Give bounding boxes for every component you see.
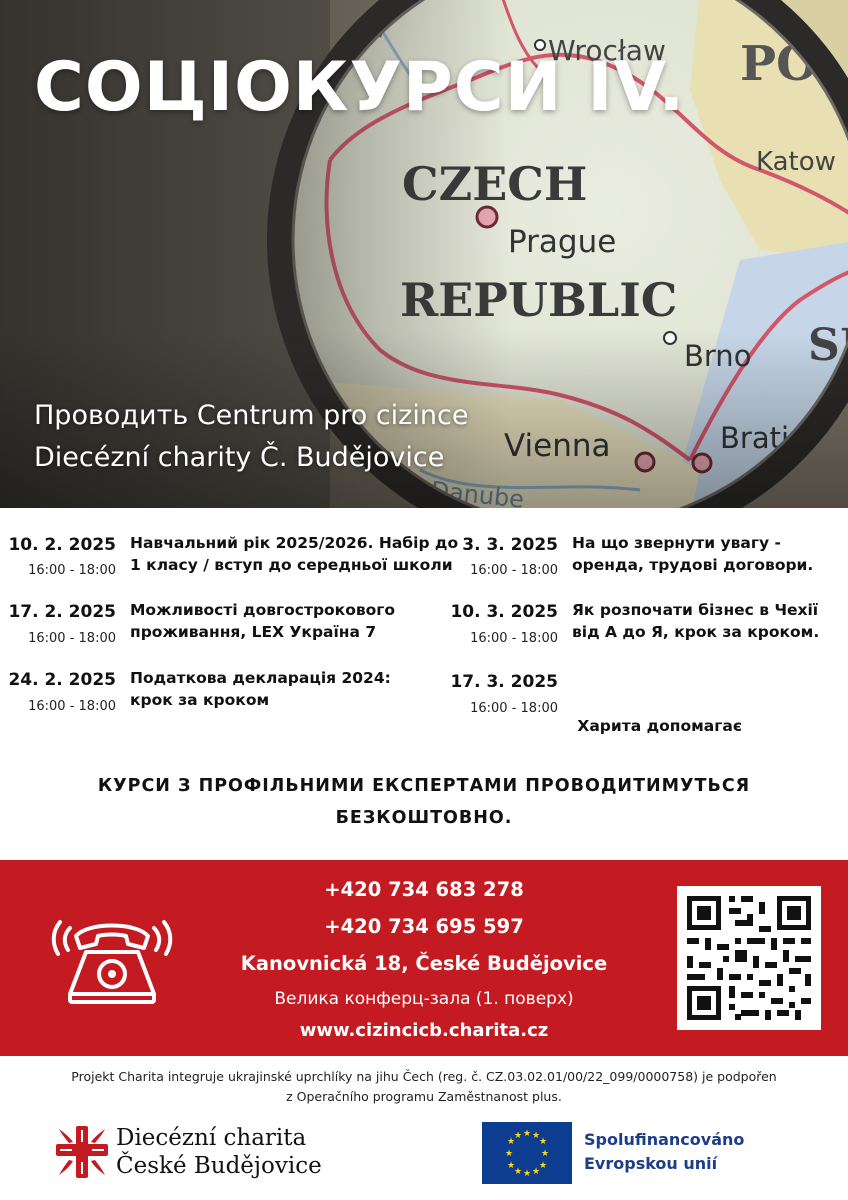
eu-flag-icon <box>482 1122 572 1184</box>
topic-line: Можливості довгострокового <box>130 601 396 619</box>
topic-line: проживання, LEX Україна 7 <box>130 623 377 641</box>
svg-text:★: ★ <box>531 1167 541 1177</box>
course-topic <box>130 599 395 643</box>
topic-line: крок за кроком <box>130 691 270 709</box>
free-courses-notice <box>0 770 848 834</box>
course-date: 10. 2. 2025 <box>8 535 116 555</box>
notice-line: БЕЗКОШТОВНО. <box>335 808 513 828</box>
course-topic <box>572 599 819 643</box>
phone-number-1[interactable]: +420 734 683 278 <box>324 878 524 901</box>
funding-line: Projekt Charita integruje ukrajinské uprchlíky na jihu Čech (reg. č. CZ.03.02.01/00/22_099/0000758) je podpořen <box>71 1069 777 1084</box>
svg-text:★: ★ <box>506 1161 516 1171</box>
course-topic <box>572 532 813 576</box>
topic-line: 1 класу / вступ до середньої школи <box>130 556 453 574</box>
subtitle-line: Diecézní charity Č. Budějovice <box>34 442 445 473</box>
course-time: 16:00 - 18:00 <box>470 563 558 578</box>
topic-line: оренда, трудові договори. <box>572 556 814 574</box>
charita-cross-logo <box>56 1126 108 1178</box>
course-time: 16:00 - 18:00 <box>28 631 116 646</box>
eu-line: Evropskou unií <box>584 1154 718 1173</box>
svg-text:★: ★ <box>538 1161 548 1171</box>
svg-text:★: ★ <box>538 1137 548 1147</box>
course-time: 16:00 - 18:00 <box>470 631 558 646</box>
funding-statement <box>0 1067 848 1107</box>
svg-text:★: ★ <box>522 1129 532 1139</box>
course-date: 3. 3. 2025 <box>462 535 558 555</box>
qr-code[interactable] <box>677 886 821 1030</box>
course-time: 16:00 - 18:00 <box>28 699 116 714</box>
charita-line: České Budějovice <box>116 1153 322 1179</box>
svg-text:★: ★ <box>513 1167 523 1177</box>
topic-line: від А до Я, крок за кроком. <box>572 623 820 641</box>
course-date: 17. 3. 2025 <box>450 672 558 692</box>
svg-text:★: ★ <box>522 1169 532 1179</box>
course-time: 16:00 - 18:00 <box>470 701 558 716</box>
charita-line: Diecézní charita <box>116 1125 307 1151</box>
notice-line: КУРСИ З ПРОФІЛЬНИМИ ЕКСПЕРТАМИ ПРОВОДИТИМУТЬСЯ <box>97 776 751 796</box>
phone-number-2[interactable]: +420 734 695 597 <box>324 915 524 938</box>
topic-line: Харита допомагає <box>572 717 743 735</box>
course-date: 24. 2. 2025 <box>8 670 116 690</box>
website-link[interactable]: www.cizincicb.charita.cz <box>299 1020 549 1041</box>
charita-logo-text <box>116 1124 322 1180</box>
svg-text:★: ★ <box>506 1137 516 1147</box>
eu-stars <box>482 1122 572 1184</box>
eu-line: Spolufinancováno <box>584 1130 745 1149</box>
topic-line: Податкова декларація 2024: <box>130 669 391 687</box>
course-topic <box>572 671 742 781</box>
address: Kanovnická 18, České Budějovice <box>240 952 608 975</box>
page-title: СОЦІОКУРСИ IV. <box>34 48 686 127</box>
eu-cofunding-text <box>584 1128 744 1176</box>
course-date: 10. 3. 2025 <box>450 602 558 622</box>
svg-text:★: ★ <box>504 1149 514 1159</box>
hero-banner <box>0 0 848 508</box>
topic-line: Навчальний рік 2025/2026. Набір до <box>130 534 459 552</box>
course-date: 17. 2. 2025 <box>8 602 116 622</box>
subtitle-line: Проводить Centrum pro cizince <box>34 400 469 431</box>
organizer-subtitle <box>34 395 468 479</box>
course-topic <box>130 667 391 711</box>
svg-text:★: ★ <box>540 1149 550 1159</box>
qr-code-graphic <box>677 886 821 1030</box>
topic-line: Як розпочати бізнес в Чехії <box>572 601 819 619</box>
funding-line: z Operačního programu Zaměstnanost plus. <box>286 1089 562 1104</box>
venue-room: Велика конферц-зала (1. поверх) <box>274 989 574 1009</box>
telephone-icon <box>48 914 178 1009</box>
topic-line: На що звернути увагу - <box>572 534 781 552</box>
course-topic <box>130 532 458 576</box>
course-time: 16:00 - 18:00 <box>28 563 116 578</box>
svg-text:★: ★ <box>531 1131 541 1141</box>
svg-text:★: ★ <box>513 1131 523 1141</box>
